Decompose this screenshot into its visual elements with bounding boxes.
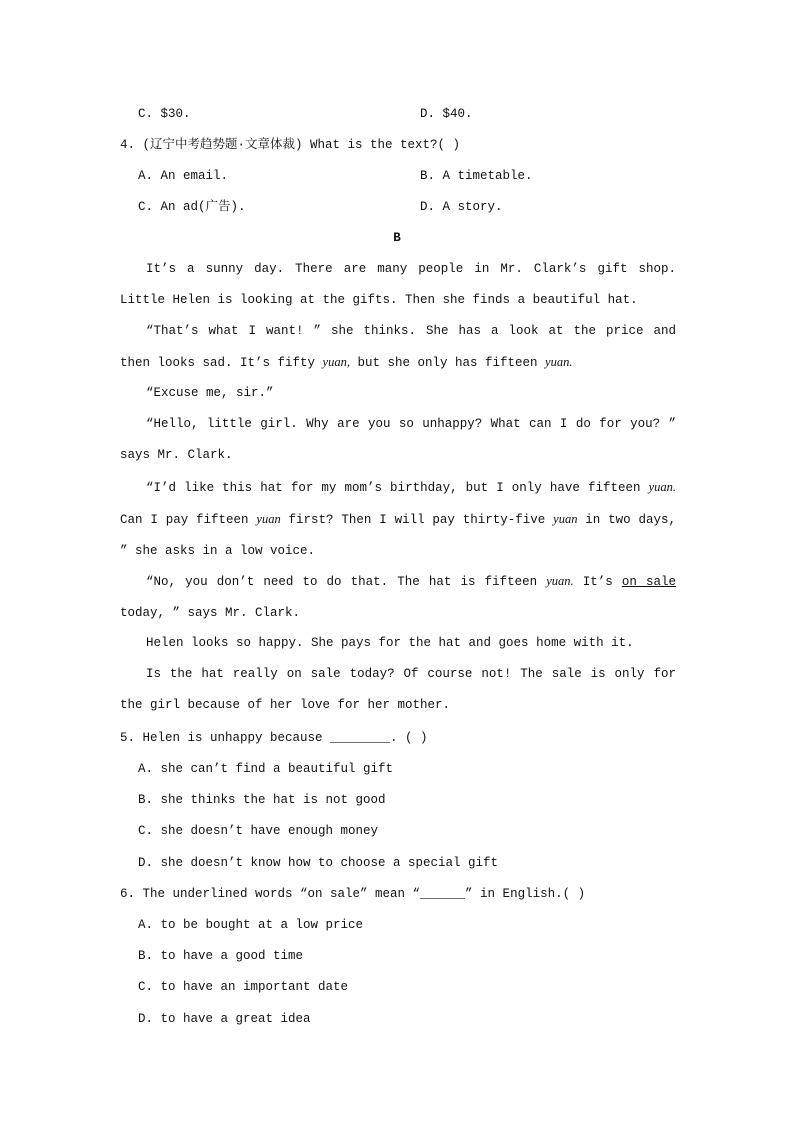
p6-text-b: It’s (573, 575, 622, 589)
passage-paragraph-7: Helen looks so happy. She pays for the hat and goes home with it. (146, 636, 634, 650)
p5-yuan-2: yuan (256, 512, 281, 526)
q6-option-b: B. to have a good time (138, 949, 304, 963)
p2-text-a: “That’s what I want! ” she thinks. She has a look at the price and then looks sad. It’s fifty (120, 324, 676, 370)
p6-yuan: yuan. (546, 574, 574, 588)
p5-text-b: Can I pay fifteen (120, 513, 257, 527)
passage-paragraph-3: “Excuse me, sir.” (146, 386, 274, 400)
q3-option-d: D. $40. (420, 107, 473, 121)
q5-option-b: B. she thinks the hat is not good (138, 793, 386, 807)
p6-text-c: today, ” says Mr. Clark. (120, 606, 301, 620)
q3-option-c: C. $30. (138, 107, 191, 121)
p5-text-d: in two days, ” she asks in a low voice. (120, 513, 676, 558)
passage-paragraph-8: Is the hat really on sale today? Of course not! The sale is only for the girl because of her love for her mother. (120, 667, 676, 712)
q4-option-d: D. A story. (420, 200, 503, 214)
passage-paragraph-1: It’s a sunny day. There are many people in Mr. Clark’s gift shop. Little Helen is looking at the gifts. Then she finds a beautiful hat. (120, 262, 676, 307)
q4-option-c: C. An ad(广告). (138, 200, 246, 214)
p5-yuan-3: yuan (553, 512, 578, 526)
passage-paragraph-2 (120, 316, 676, 379)
passage-paragraph-6 (120, 566, 676, 629)
q5-option-a: A. she can’t find a beautiful gift (138, 762, 394, 776)
passage-paragraph-5 (120, 472, 676, 567)
q6-option-c: C. to have an important date (138, 980, 349, 994)
p2-yuan-1: yuan, (322, 355, 350, 369)
q4-option-a: A. An email. (138, 169, 229, 183)
passage-paragraph-4: “Hello, little girl. Why are you so unhappy? What can I do for you? ” says Mr. Clark. (120, 417, 676, 462)
q6-stem: 6. The underlined words “on sale” mean “______” in English.( ) (120, 887, 586, 901)
p5-text-c: first? Then I will pay thirty-five (280, 513, 554, 527)
p5-text-a: “I’d like this hat for my mom’s birthday, but I only have fifteen (146, 481, 649, 495)
q5-option-c: C. she doesn’t have enough money (138, 824, 379, 838)
passage-heading: B (393, 231, 401, 245)
q5-option-d: D. she doesn’t know how to choose a special gift (138, 856, 499, 870)
p5-yuan-1: yuan. (648, 480, 676, 494)
p6-text-a: “No, you don’t need to do that. The hat is fifteen (146, 575, 547, 589)
q4-stem: 4. (辽宁中考趋势题·文章体裁) What is the text?( ) (120, 138, 461, 152)
q6-option-d: D. to have a great idea (138, 1012, 311, 1026)
p6-underlined-on-sale: on sale (621, 575, 676, 589)
q6-option-a: A. to be bought at a low price (138, 918, 364, 932)
q4-option-b: B. A timetable. (420, 169, 533, 183)
p2-text-b: but she only has fifteen (349, 356, 546, 370)
p2-yuan-2: yuan. (545, 355, 573, 369)
q5-stem: 5. Helen is unhappy because ________. ( ) (120, 731, 428, 745)
